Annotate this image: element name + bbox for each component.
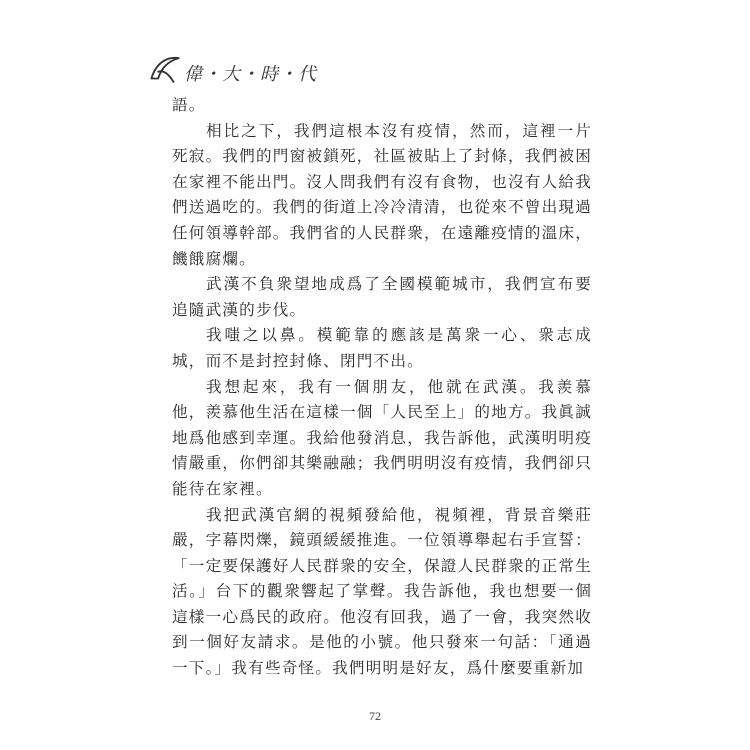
paragraph: 語。 <box>172 96 206 114</box>
paragraph: 我嗤之以鼻。模範靠的應該是萬衆一心、衆志成城，而不是封控封條、閉門不出。 <box>172 326 592 370</box>
paragraph: 我把武漢官網的視頻發給他，視頻裡，背景音樂莊嚴，字幕閃爍，鏡頭緩緩推進。一位領導舉起右手宣誓：「一定要保護好人民群衆的安全，保證人民群衆的正常生活。」台下的觀衆響起了掌聲。我告訴他，我也想要一個這樣一心爲民的政府。他沒有回我，過了一會，我突然收到一個好友請求。是他的小號。他只發來一句話：「通過一下。」我有些奇怪。我們明明是好友，爲什麼要重新加 <box>172 505 592 678</box>
body-text <box>172 93 592 682</box>
series-title: 偉・大・時・代 <box>184 64 317 85</box>
page-number: 72 <box>369 709 381 723</box>
paragraph: 相比之下，我們這根本沒有疫情，然而，這裡一片死寂。我們的門窗被鎖死，社區被貼上了封條，我們被困在家裡不能出門。沒人問我們有沒有食物，也沒有人給我們送過吃的。我們的街道上冷冷清清，也從來不曾出現過任何領導幹部。我們省的人民群衆，在遠離疫情的溫床，饑餓腐爛。 <box>172 121 592 268</box>
paragraph: 武漢不負衆望地成爲了全國模範城市，我們宣布要追隨武漢的步伐。 <box>172 275 592 319</box>
running-header <box>148 50 317 90</box>
swoosh-logo-icon <box>148 53 182 87</box>
paragraph: 我想起來，我有一個朋友，他就在武漢。我羨慕他，羨慕他生活在這樣一個「人民至上」的地方。我眞誠地爲他感到幸運。我給他發消息，我告訴他，武漢明明疫情嚴重，你們卻其樂融融；我們明明沒有疫情，我們卻只能待在家裡。 <box>172 377 592 498</box>
